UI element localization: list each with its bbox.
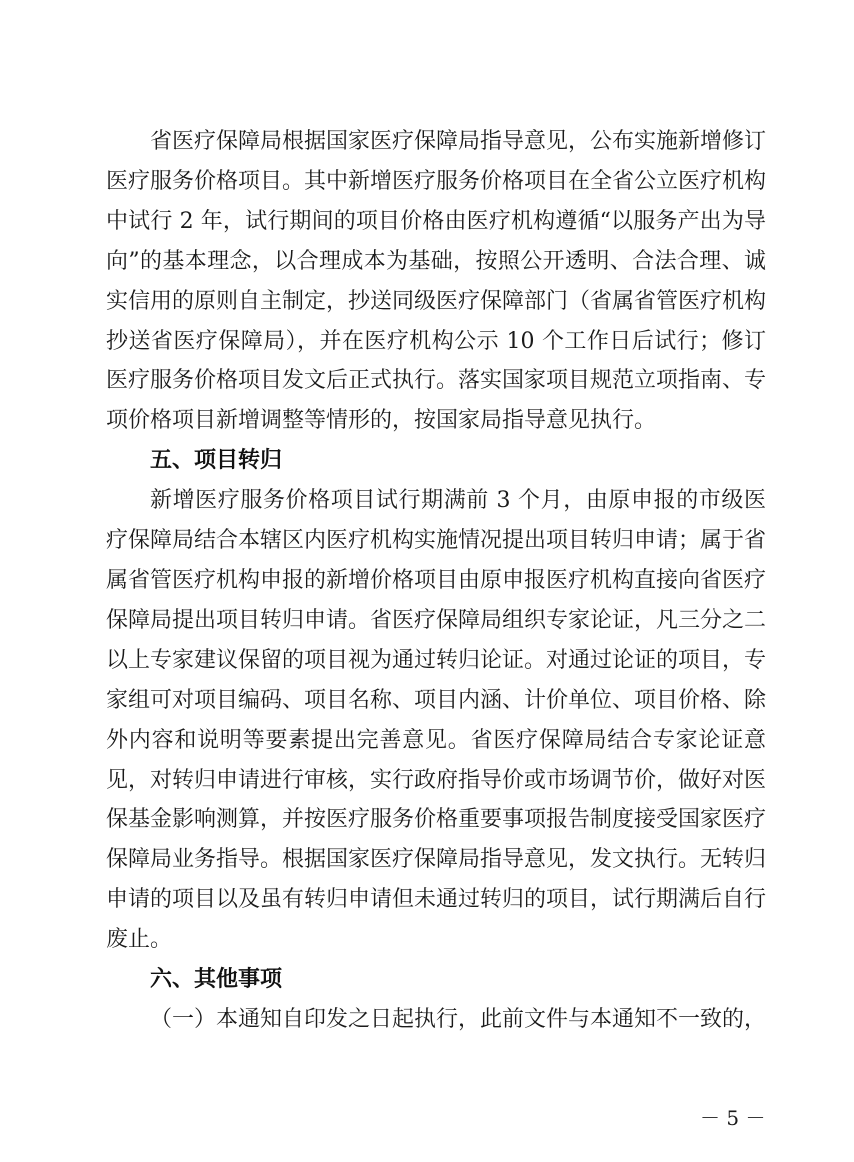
paragraph-price-items: 省医疗保障局根据国家医疗保障局指导意见，公布实施新增修订医疗服务价格项目。其中新增医疗服务价格项目在全省公立医疗机构中试行 2 年，试行期间的项目价格由医疗机构遵循“以服务产出为导向”的基本理念，以合理成本为基础，按照公开透明、合法合理、诚实信用的原则自主制定，抄送同级医疗保障部门（省属省管医疗机构抄送省医疗保障局），并在医疗机构公示 10 个工作日后试行；修订医疗服务价格项目发文后正式执行。落实国家项目规范立项指南、专项价格项目新增调整等情形的，按国家局指导意见执行。 xyxy=(106,129,767,434)
section-heading-other-matters: 六、其他事项 xyxy=(150,967,283,993)
paragraph-project-transfer: 新增医疗服务价格项目试行期满前 3 个月，由原申报的市级医疗保障局结合本辖区内医疗机构实施情况提出项目转归申请；属于省属省管医疗机构申报的新增价格项目由原申报医疗机构直接向省医疗保障局提出项目转归申请。省医疗保障局组织专家论证，凡三分之二以上专家建议保留的项目视为通过转归论证。对通过论证的项目，专家组可对项目编码、项目名称、项目内涵、计价单位、项目价格、除外内容和说明等要素提出完善意见。省医疗保障局结合专家论证意见，对转归申请进行审核，实行政府指导价或市场调节价，做好对医保基金影响测算，并按医疗服务价格重要事项报告制度接受国家医疗保障局业务指导。根据国家医疗保障局指导意见，发文执行。无转归申请的项目以及虽有转归申请但未通过转归的项目，试行期满后自行废止。 xyxy=(106,488,767,953)
document-body xyxy=(106,122,766,1040)
paragraph-effective-date: （一）本通知自印发之日起执行，此前文件与本通知不一致的， xyxy=(150,1006,767,1032)
section-heading-project-transfer: 五、项目转归 xyxy=(150,448,283,474)
page-number: － 5 － xyxy=(700,1106,766,1130)
